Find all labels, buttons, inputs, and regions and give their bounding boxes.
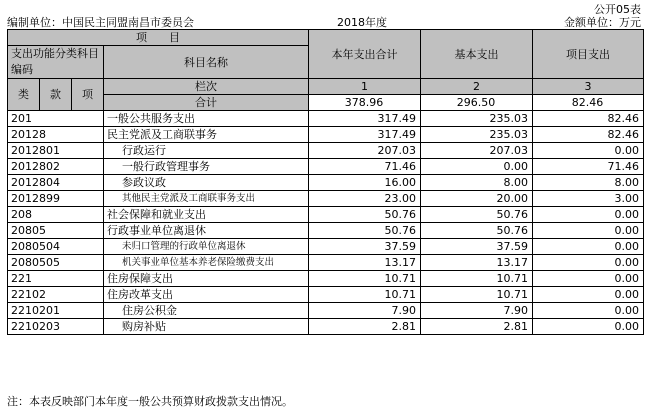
project-header: 项 目 <box>8 30 309 46</box>
subject-code: 2080505 <box>8 255 104 271</box>
amount-col-1: 317.49 <box>309 111 421 127</box>
function-code-header: 支出功能分类科目编码 <box>8 46 104 79</box>
amount-col-2: 235.03 <box>421 111 533 127</box>
amount-col-1: 10.71 <box>309 271 421 287</box>
amount-col-3: 0.00 <box>533 319 644 335</box>
amount-col-3: 71.46 <box>533 159 644 175</box>
report-meta <box>7 14 643 28</box>
subject-name: 行政事业单位离退休 <box>104 223 309 239</box>
lanci-header: 栏次 <box>104 79 309 95</box>
amount-col-3: 3.00 <box>533 191 644 207</box>
table-row <box>8 191 644 207</box>
subject-code: 2210201 <box>8 303 104 319</box>
amount-col-2: 0.00 <box>421 159 533 175</box>
table-row <box>8 303 644 319</box>
amount-col-3: 0.00 <box>533 303 644 319</box>
col-number-2: 2 <box>421 79 533 95</box>
subject-code: 208 <box>8 207 104 223</box>
subject-name: 一般公共服务支出 <box>104 111 309 127</box>
table-row <box>8 111 644 127</box>
subject-code: 2012802 <box>8 159 104 175</box>
amount-col-2: 235.03 <box>421 127 533 143</box>
footnote: 注：本表反映部门本年度一般公共预算财政拨款支出情况。 <box>7 395 293 408</box>
subject-name: 住房保障支出 <box>104 271 309 287</box>
amount-col-3: 0.00 <box>533 223 644 239</box>
amount-col-1: 13.17 <box>309 255 421 271</box>
amount-unit: 金额单位：万元 <box>564 16 641 29</box>
amount-col-2: 10.71 <box>421 271 533 287</box>
amount-col-2: 7.90 <box>421 303 533 319</box>
total-label: 合计 <box>104 95 309 111</box>
form-number: 公开05表 <box>594 3 641 16</box>
subject-name: 其他民主党派及工商联事务支出 <box>104 191 309 207</box>
subject-code: 2012801 <box>8 143 104 159</box>
subject-code: 20805 <box>8 223 104 239</box>
subject-code: 20128 <box>8 127 104 143</box>
amount-col-3: 0.00 <box>533 287 644 303</box>
amount-col-3: 0.00 <box>533 239 644 255</box>
amount-col-1: 37.59 <box>309 239 421 255</box>
amount-col-1: 2.81 <box>309 319 421 335</box>
subject-name: 社会保障和就业支出 <box>104 207 309 223</box>
xiang-header: 项 <box>72 79 104 111</box>
subject-code: 2080504 <box>8 239 104 255</box>
total-value-2: 296.50 <box>421 95 533 111</box>
amount-col-1: 71.46 <box>309 159 421 175</box>
subject-name: 住房公积金 <box>104 303 309 319</box>
amount-col-2: 2.81 <box>421 319 533 335</box>
subject-code: 2210203 <box>8 319 104 335</box>
amount-col-3: 8.00 <box>533 175 644 191</box>
amount-col-1: 10.71 <box>309 287 421 303</box>
amount-col-2: 8.00 <box>421 175 533 191</box>
amount-col-2: 37.59 <box>421 239 533 255</box>
total-row <box>8 95 644 111</box>
table-row <box>8 271 644 287</box>
amount-col-2: 20.00 <box>421 191 533 207</box>
subject-name: 住房改革支出 <box>104 287 309 303</box>
table-row <box>8 143 644 159</box>
subject-name: 未归口管理的行政单位离退休 <box>104 239 309 255</box>
report-year: 2018年度 <box>337 16 387 29</box>
project-expense-header: 项目支出 <box>533 30 644 79</box>
col-number-1: 1 <box>309 79 421 95</box>
amount-col-3: 82.46 <box>533 127 644 143</box>
total-expense-header: 本年支出合计 <box>309 30 421 79</box>
header-row-1 <box>8 30 644 46</box>
amount-col-2: 13.17 <box>421 255 533 271</box>
subject-code: 201 <box>8 111 104 127</box>
total-value-3: 82.46 <box>533 95 644 111</box>
table-row <box>8 223 644 239</box>
subject-name: 行政运行 <box>104 143 309 159</box>
subject-code: 22102 <box>8 287 104 303</box>
table-row <box>8 319 644 335</box>
amount-col-2: 50.76 <box>421 223 533 239</box>
amount-col-1: 207.03 <box>309 143 421 159</box>
table-row <box>8 255 644 271</box>
amount-col-1: 50.76 <box>309 207 421 223</box>
amount-col-2: 207.03 <box>421 143 533 159</box>
kuan-header: 款 <box>40 79 72 111</box>
header-row-4 <box>8 79 644 95</box>
amount-col-1: 16.00 <box>309 175 421 191</box>
table-row <box>8 175 644 191</box>
subject-name: 民主党派及工商联事务 <box>104 127 309 143</box>
amount-col-3: 0.00 <box>533 255 644 271</box>
table-row <box>8 127 644 143</box>
expenditure-table <box>7 29 644 335</box>
total-value-1: 378.96 <box>309 95 421 111</box>
amount-col-1: 317.49 <box>309 127 421 143</box>
subject-code: 2012804 <box>8 175 104 191</box>
amount-col-3: 0.00 <box>533 207 644 223</box>
compiling-unit: 编制单位：中国民主同盟南昌市委员会 <box>7 16 194 29</box>
amount-col-3: 0.00 <box>533 271 644 287</box>
table-row <box>8 287 644 303</box>
lei-header: 类 <box>8 79 40 111</box>
table-row <box>8 239 644 255</box>
amount-col-2: 50.76 <box>421 207 533 223</box>
amount-col-3: 82.46 <box>533 111 644 127</box>
amount-col-1: 7.90 <box>309 303 421 319</box>
col-number-3: 3 <box>533 79 644 95</box>
amount-col-3: 0.00 <box>533 143 644 159</box>
subject-name: 机关事业单位基本养老保险缴费支出 <box>104 255 309 271</box>
subject-name: 一般行政管理事务 <box>104 159 309 175</box>
amount-col-1: 50.76 <box>309 223 421 239</box>
subject-name: 参政议政 <box>104 175 309 191</box>
basic-expense-header: 基本支出 <box>421 30 533 79</box>
subject-code: 221 <box>8 271 104 287</box>
subject-name-header: 科目名称 <box>104 46 309 79</box>
amount-col-2: 10.71 <box>421 287 533 303</box>
subject-name: 购房补贴 <box>104 319 309 335</box>
table-row <box>8 159 644 175</box>
subject-code: 2012899 <box>8 191 104 207</box>
table-row <box>8 207 644 223</box>
amount-col-1: 23.00 <box>309 191 421 207</box>
